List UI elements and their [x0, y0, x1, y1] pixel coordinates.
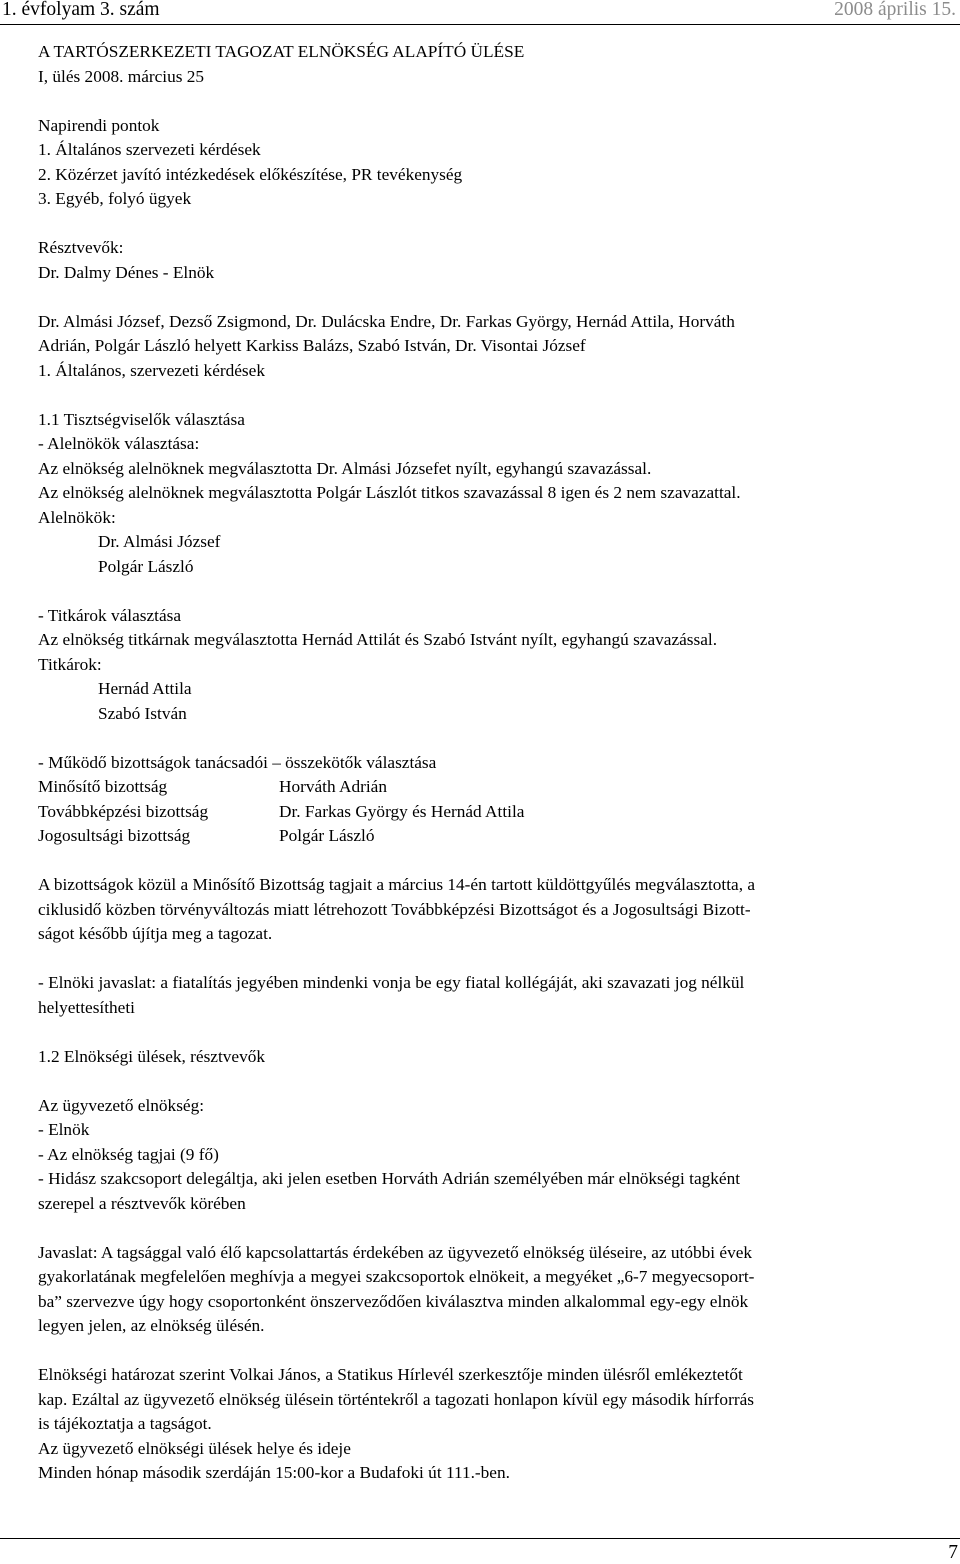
agenda-heading: Napirendi pontok — [38, 115, 160, 135]
agenda-item: 3. Egyéb, folyó ügyek — [38, 189, 192, 208]
participants-members: Adrián, Polgár László helyett Karkiss Balázs, Szabó István, Dr. Visontai József — [38, 336, 586, 355]
agenda-item: 1. Általános szervezeti kérdések — [38, 140, 261, 159]
subsection-heading: 1.2 Elnökségi ülések, résztvevők — [38, 1046, 266, 1066]
suggestion-paragraph: Javaslat: A tagsággal való élő kapcsolattartás érdekében az ügyvezető elnökség üléseire, az utóbbi évek — [38, 1242, 753, 1262]
committee-row — [38, 824, 928, 849]
issue-label: 1. évfolyam 3. szám — [2, 0, 160, 20]
committee-row — [38, 775, 928, 800]
committee-paragraph: A bizottságok közül a Minősítő Bizottság tagjait a március 14-én tartott küldöttgyűlés megválasztotta, a — [38, 875, 756, 894]
page-number: 7 — [948, 1542, 958, 1563]
decision-paragraph: is tájékoztatja a tagságot. — [38, 1414, 212, 1433]
subsection-heading: 1.1 Tisztségviselők választása — [38, 409, 245, 429]
vice-name: Polgár László — [98, 556, 194, 576]
secretary-line: Az elnökség titkárnak megválasztotta Hernád Attilát és Szabó Istvánt nyílt, egyhangú szavazással. — [38, 630, 718, 649]
committee-person: Polgár László — [279, 826, 375, 845]
place-text: Minden hónap második szerdáján 15:00-kor a Budafoki út 111.-ben. — [38, 1463, 510, 1482]
vice-name: Dr. Almási József — [98, 532, 221, 551]
secretary-name: Hernád Attila — [98, 679, 192, 698]
agenda-item: 2. Közérzet javító intézkedések előkészítése, PR tevékenység — [38, 164, 463, 184]
committee-paragraph: ságot később újítja meg a tagozat. — [38, 924, 273, 943]
exec-label: Az ügyvezető elnökség: — [38, 1095, 205, 1115]
committee-person: Dr. Farkas György és Hernád Attila — [279, 801, 525, 821]
doc-title: A TARTÓSZERKEZETI TAGOZAT ELNÖKSÉG ALAPÍTÓ ÜLÉSE — [38, 42, 525, 61]
proposal-paragraph: helyettesítheti — [38, 997, 135, 1017]
page-footer — [0, 1538, 960, 1563]
secretary-label: Titkárok: — [38, 654, 102, 674]
decision-paragraph: Elnökségi határozat szerint Volkai János, a Statikus Hírlevél szerkesztője minden ülésről emlékeztetőt — [38, 1365, 743, 1384]
exec-item: - Hidász szakcsoport delegáltja, aki jelen esetben Horváth Adrián személyében már elnökségi tagként — [38, 1169, 741, 1188]
exec-item: szerepel a résztvevők körében — [38, 1193, 246, 1213]
participants-heading: Résztvevők: — [38, 238, 124, 257]
vice-label: Alelnökök: — [38, 507, 116, 527]
document-body — [38, 40, 928, 1486]
committee-paragraph: ciklusidő közben törvényváltozás miatt létrehozott Továbbképzési Bizottságot és a Jogosultsági Bizott- — [38, 899, 751, 919]
participants-members: Dr. Almási József, Dezső Zsigmond, Dr. Dulácska Endre, Dr. Farkas György, Hernád Attila, Horváth — [38, 311, 735, 331]
participants-chair: Dr. Dalmy Dénes - Elnök — [38, 262, 215, 282]
secretary-name: Szabó István — [98, 703, 187, 723]
doc-subtitle: I, ülés 2008. március 25 — [38, 66, 205, 86]
committee-name: Továbbképzési bizottság — [38, 801, 209, 821]
suggestion-paragraph: legyen jelen, az elnökség ülésén. — [38, 1316, 265, 1335]
place-label: Az ügyvezető elnökségi ülések helye és ideje — [38, 1438, 351, 1458]
section-heading: 1. Általános, szervezeti kérdések — [38, 360, 265, 380]
proposal-paragraph: - Elnöki javaslat: a fiatalítás jegyében mindenki vonja be egy fiatal kollégáját, aki szavazati jog nélkül — [38, 973, 745, 992]
secretary-heading: - Titkárok választása — [38, 605, 182, 625]
page-header — [0, 0, 960, 25]
suggestion-paragraph: gyakorlatának megfelelően meghívja a megyei szakcsoportok elnökeit, a megyéket „6-7 megyecsoport- — [38, 1267, 755, 1286]
committee-name: Minősítő bizottság — [38, 777, 168, 796]
suggestion-paragraph: ba” szervezve úgy hogy csoportonként önszerveződően kiválasztva minden alkalommal egy-egy elnök — [38, 1291, 749, 1311]
committee-name: Jogosultsági bizottság — [38, 826, 191, 845]
exec-item: - Elnök — [38, 1120, 90, 1139]
committee-person: Horváth Adrián — [279, 777, 387, 796]
exec-item: - Az elnökség tagjai (9 fő) — [38, 1144, 219, 1164]
decision-paragraph: kap. Ezáltal az ügyvezető elnökség ülésein történtekről a tagozati honlapon kívül egy második hírforrás — [38, 1389, 754, 1409]
committee-heading: - Működő bizottságok tanácsadói – összekötők választása — [38, 752, 437, 772]
vice-line: Az elnökség alelnöknek megválasztotta Polgár Lászlót titkos szavazással 8 igen és 2 nem szavazattal. — [38, 483, 741, 502]
committee-row — [38, 800, 928, 825]
issue-date: 2008 április 15. — [834, 0, 956, 20]
vice-line: Az elnökség alelnöknek megválasztotta Dr. Almási Józsefet nyílt, egyhangú szavazással. — [38, 458, 652, 478]
vice-heading: - Alelnökök választása: — [38, 434, 200, 453]
